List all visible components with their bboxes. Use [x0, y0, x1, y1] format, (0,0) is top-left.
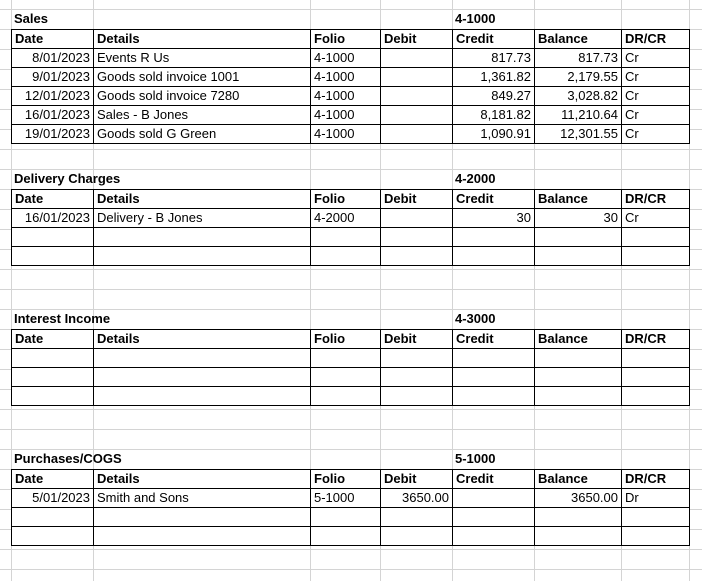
column-header-details[interactable]: Details	[94, 30, 311, 49]
cell-drcr[interactable]: Cr	[622, 125, 690, 144]
cell-debit[interactable]	[381, 228, 453, 247]
cell-credit[interactable]	[453, 387, 535, 406]
cell-credit[interactable]	[453, 508, 535, 527]
column-header-details[interactable]: Details	[94, 330, 311, 349]
gridline-horizontal	[0, 269, 702, 270]
table-row	[12, 49, 690, 68]
table-header-row	[12, 470, 690, 489]
cell-folio[interactable]: 4-1000	[311, 87, 381, 106]
cell-debit[interactable]	[381, 106, 453, 125]
cell-folio[interactable]: 4-1000	[311, 68, 381, 87]
cell-folio[interactable]: 4-1000	[311, 106, 381, 125]
cell-drcr[interactable]	[622, 368, 690, 387]
cell-details[interactable]: Sales - B Jones	[94, 106, 311, 125]
cell-balance[interactable]	[535, 368, 622, 387]
cell-debit[interactable]	[381, 49, 453, 68]
column-header-credit[interactable]: Credit	[453, 330, 535, 349]
cell-details[interactable]: Events R Us	[94, 49, 311, 68]
cell-drcr[interactable]	[622, 508, 690, 527]
column-header-credit[interactable]: Credit	[453, 470, 535, 489]
cell-credit[interactable]: 1,361.82	[453, 68, 535, 87]
cell-drcr[interactable]: Cr	[622, 87, 690, 106]
column-header-details[interactable]: Details	[94, 190, 311, 209]
cell-drcr[interactable]: Cr	[622, 209, 690, 228]
cell-date[interactable]: 5/01/2023	[12, 489, 94, 508]
cell-details[interactable]	[94, 349, 311, 368]
cell-credit[interactable]	[453, 247, 535, 266]
cell-details[interactable]	[94, 527, 311, 546]
column-header-details[interactable]: Details	[94, 470, 311, 489]
cell-balance[interactable]: 30	[535, 209, 622, 228]
column-header-folio[interactable]: Folio	[311, 330, 381, 349]
gridline-horizontal	[0, 549, 702, 550]
cell-drcr[interactable]	[622, 387, 690, 406]
column-header-drcr[interactable]: DR/CR	[622, 190, 690, 209]
cell-details[interactable]	[94, 508, 311, 527]
ledger-table-interest-income	[11, 329, 690, 406]
column-header-credit[interactable]: Credit	[453, 190, 535, 209]
cell-folio[interactable]	[311, 228, 381, 247]
column-header-debit[interactable]: Debit	[381, 30, 453, 49]
column-header-drcr[interactable]: DR/CR	[622, 30, 690, 49]
table-row	[12, 349, 690, 368]
column-header-debit[interactable]: Debit	[381, 190, 453, 209]
cell-folio[interactable]: 4-1000	[311, 49, 381, 68]
cell-debit[interactable]	[381, 68, 453, 87]
ledger-table-delivery-charges	[11, 189, 690, 266]
cell-date[interactable]	[12, 508, 94, 527]
table-row	[12, 106, 690, 125]
cell-date[interactable]: 16/01/2023	[12, 209, 94, 228]
cell-balance[interactable]: 11,210.64	[535, 106, 622, 125]
cell-folio[interactable]	[311, 508, 381, 527]
cell-debit[interactable]	[381, 368, 453, 387]
cell-details[interactable]: Smith and Sons	[94, 489, 311, 508]
cell-debit[interactable]	[381, 349, 453, 368]
column-header-date[interactable]: Date	[12, 190, 94, 209]
cell-drcr[interactable]: Cr	[622, 106, 690, 125]
cell-credit[interactable]	[453, 368, 535, 387]
cell-folio[interactable]: 4-1000	[311, 125, 381, 144]
section-title-delivery-charges: Delivery Charges	[14, 171, 121, 186]
table-row	[12, 228, 690, 247]
cell-debit[interactable]: 3650.00	[381, 489, 453, 508]
account-code-delivery-charges: 4-2000	[455, 171, 496, 186]
cell-credit[interactable]: 1,090.91	[453, 125, 535, 144]
table-row	[12, 209, 690, 228]
column-header-debit[interactable]: Debit	[381, 330, 453, 349]
cell-folio[interactable]: 5-1000	[311, 489, 381, 508]
table-header-row	[12, 30, 690, 49]
cell-balance[interactable]	[535, 349, 622, 368]
column-header-drcr[interactable]: DR/CR	[622, 330, 690, 349]
cell-balance[interactable]	[535, 387, 622, 406]
column-header-folio[interactable]: Folio	[311, 190, 381, 209]
table-row	[12, 247, 690, 266]
cell-date[interactable]	[12, 228, 94, 247]
cell-debit[interactable]	[381, 508, 453, 527]
column-header-balance[interactable]: Balance	[535, 30, 622, 49]
account-code-purchases-cogs: 5-1000	[455, 451, 496, 466]
cell-drcr[interactable]: Cr	[622, 49, 690, 68]
cell-debit[interactable]	[381, 87, 453, 106]
cell-balance[interactable]	[535, 228, 622, 247]
cell-debit[interactable]	[381, 209, 453, 228]
column-header-balance[interactable]: Balance	[535, 190, 622, 209]
cell-date[interactable]: 16/01/2023	[12, 106, 94, 125]
column-header-folio[interactable]: Folio	[311, 30, 381, 49]
section-title-purchases-cogs: Purchases/COGS	[14, 451, 122, 466]
cell-details[interactable]	[94, 387, 311, 406]
cell-debit[interactable]	[381, 247, 453, 266]
cell-balance[interactable]: 12,301.55	[535, 125, 622, 144]
cell-balance[interactable]	[535, 508, 622, 527]
table-header-row	[12, 330, 690, 349]
cell-balance[interactable]: 2,179.55	[535, 68, 622, 87]
cell-date[interactable]: 12/01/2023	[12, 87, 94, 106]
cell-debit[interactable]	[381, 527, 453, 546]
cell-date[interactable]	[12, 387, 94, 406]
table-row	[12, 527, 690, 546]
account-code-sales: 4-1000	[455, 11, 496, 26]
cell-folio[interactable]	[311, 247, 381, 266]
cell-details[interactable]: Goods sold invoice 7280	[94, 87, 311, 106]
column-header-date[interactable]: Date	[12, 330, 94, 349]
gridline-horizontal	[0, 409, 702, 410]
column-header-credit[interactable]: Credit	[453, 30, 535, 49]
cell-debit[interactable]	[381, 387, 453, 406]
cell-folio[interactable]	[311, 527, 381, 546]
cell-drcr[interactable]: Cr	[622, 68, 690, 87]
column-header-balance[interactable]: Balance	[535, 470, 622, 489]
cell-credit[interactable]: 30	[453, 209, 535, 228]
cell-date[interactable]: 8/01/2023	[12, 49, 94, 68]
column-header-folio[interactable]: Folio	[311, 470, 381, 489]
column-header-drcr[interactable]: DR/CR	[622, 470, 690, 489]
cell-drcr[interactable]	[622, 247, 690, 266]
gridline-horizontal	[0, 429, 702, 430]
gridline-horizontal	[0, 569, 702, 570]
cell-date[interactable]	[12, 247, 94, 266]
cell-date[interactable]	[12, 527, 94, 546]
column-header-debit[interactable]: Debit	[381, 470, 453, 489]
section-title-sales: Sales	[14, 11, 48, 26]
cell-details[interactable]: Delivery - B Jones	[94, 209, 311, 228]
ledger-table-purchases-cogs	[11, 469, 690, 546]
cell-date[interactable]: 9/01/2023	[12, 68, 94, 87]
cell-details[interactable]: Goods sold G Green	[94, 125, 311, 144]
cell-balance[interactable]: 817.73	[535, 49, 622, 68]
cell-debit[interactable]	[381, 125, 453, 144]
column-header-date[interactable]: Date	[12, 470, 94, 489]
cell-drcr[interactable]	[622, 349, 690, 368]
cell-date[interactable]	[12, 368, 94, 387]
cell-balance[interactable]: 3,028.82	[535, 87, 622, 106]
cell-date[interactable]	[12, 349, 94, 368]
cell-credit[interactable]	[453, 489, 535, 508]
cell-credit[interactable]	[453, 349, 535, 368]
cell-folio[interactable]	[311, 368, 381, 387]
cell-folio[interactable]: 4-2000	[311, 209, 381, 228]
account-code-interest-income: 4-3000	[455, 311, 496, 326]
cell-drcr[interactable]	[622, 228, 690, 247]
table-row	[12, 368, 690, 387]
cell-folio[interactable]	[311, 387, 381, 406]
cell-credit[interactable]: 8,181.82	[453, 106, 535, 125]
column-header-balance[interactable]: Balance	[535, 330, 622, 349]
gridline-horizontal	[0, 149, 702, 150]
cell-details[interactable]	[94, 368, 311, 387]
gridline-horizontal	[0, 289, 702, 290]
cell-balance[interactable]	[535, 527, 622, 546]
cell-credit[interactable]: 817.73	[453, 49, 535, 68]
column-header-date[interactable]: Date	[12, 30, 94, 49]
ledger-table-sales	[11, 29, 690, 144]
cell-credit[interactable]	[453, 228, 535, 247]
table-row	[12, 489, 690, 508]
cell-details[interactable]	[94, 228, 311, 247]
table-row	[12, 387, 690, 406]
cell-folio[interactable]	[311, 349, 381, 368]
table-row	[12, 87, 690, 106]
section-title-interest-income: Interest Income	[14, 311, 111, 326]
cell-drcr[interactable]: Dr	[622, 489, 690, 508]
table-row	[12, 125, 690, 144]
table-header-row	[12, 190, 690, 209]
table-row	[12, 508, 690, 527]
cell-date[interactable]: 19/01/2023	[12, 125, 94, 144]
cell-drcr[interactable]	[622, 527, 690, 546]
cell-details[interactable]	[94, 247, 311, 266]
cell-details[interactable]: Goods sold invoice 1001	[94, 68, 311, 87]
table-row	[12, 68, 690, 87]
cell-balance[interactable]	[535, 247, 622, 266]
cell-balance[interactable]: 3650.00	[535, 489, 622, 508]
cell-credit[interactable]: 849.27	[453, 87, 535, 106]
cell-credit[interactable]	[453, 527, 535, 546]
